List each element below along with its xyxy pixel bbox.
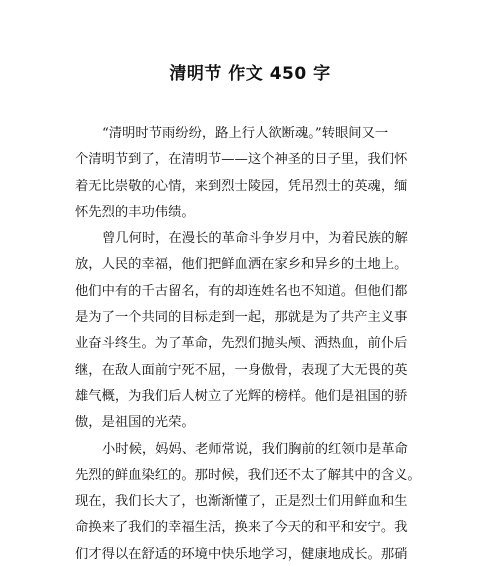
text-line: 他们中有的千古留名，有的却连姓名也不知道。但他们都 [75,283,408,299]
text-line: 曾几何时，在漫长的革命斗争岁月中，为着民族的解 [102,231,408,247]
text-line: 先烈的鲜血染红的。那时候，我们还不太了解其中的含义。 [75,467,421,483]
text-line: 雄气概，为我们后人树立了光辉的榜样。他们是祖国的骄 [75,388,408,404]
text-line: 业奋斗终生。为了革命，先烈们抛头颅、洒热血，前仆后 [75,336,408,352]
text-line: 继，在敌人面前宁死不屈，一身傲骨，表现了大无畏的英 [75,362,408,378]
text-line: 着无比崇敬的心情，来到烈士陵园，凭吊烈士的英魂，缅 [75,178,408,194]
document-body [75,121,425,566]
document-title: 清明节 作文 450 字 [169,64,331,84]
text-line: 现在，我们长大了，也渐渐懂了，正是烈士们用鲜血和生 [75,494,408,510]
text-line: 小时候，妈妈、老师常说，我们胸前的红领巾是革命 [102,441,408,457]
text-line: 傲，是祖国的光荣。 [75,415,195,431]
text-line: 命换来了我们的幸福生活，换来了今天的和平和安宁。我 [75,520,408,536]
text-line: “清明时节雨纷纷，路上行人欲断魂。”转眼间又一 [102,126,389,141]
text-line: 怀先烈的丰功伟绩。 [75,204,195,220]
text-line: 个清明节到了，在清明节——这个神圣的日子里，我们怀 [75,152,408,168]
text-line: 是为了一个共同的目标走到一起，那就是为了共产主义事 [75,310,408,326]
text-line: 们才得以在舒适的环境中快乐地学习，健康地成长。那硝 [75,546,408,562]
text-line: 放，人民的幸福，他们把鲜血洒在家乡和异乡的土地上。 [75,257,408,273]
